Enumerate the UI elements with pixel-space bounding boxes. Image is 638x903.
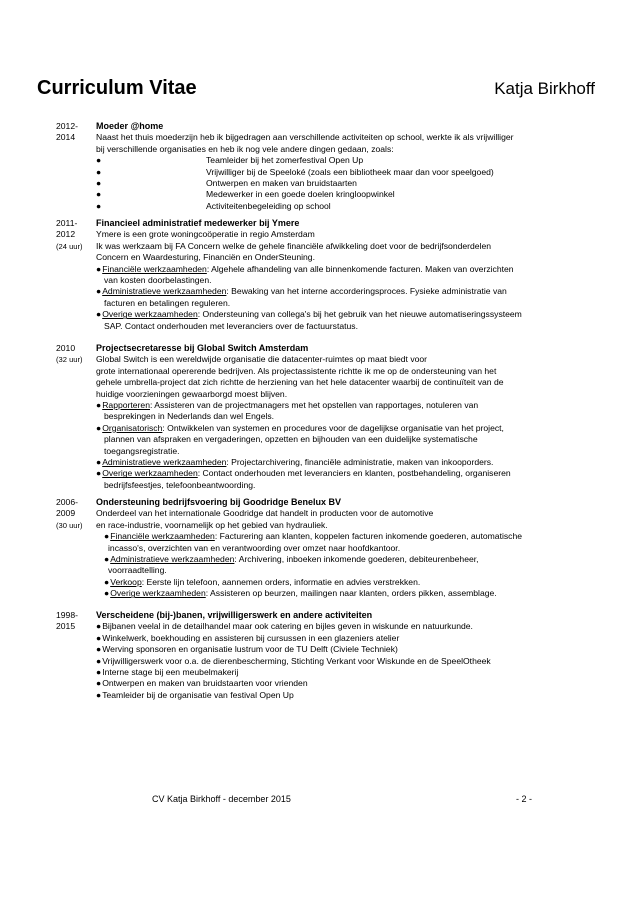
list-item: ● Teamleider bij het zomerfestival Open Up [96, 155, 364, 166]
entry-years: 2006- 2009 (30 uur) [56, 497, 83, 530]
list-item: ●Overige werkzaamheden: Assisteren op beurzen, mailingen naar klanten, orders pikken, assemblage. [104, 588, 497, 599]
entry-years: 2010 (32 uur) [56, 343, 83, 365]
entry-years: 1998- 2015 [56, 610, 78, 632]
bullet-icon: ● [104, 554, 110, 565]
list-item-continued: facturen en betalingen reguleren. [104, 297, 231, 308]
list-item-continued: van kosten doorbelastingen. [104, 275, 212, 286]
job-title: Ondersteuning bedrijfsvoering bij Goodridge Benelux BV [96, 497, 342, 507]
bullet-icon: ● [96, 689, 102, 700]
job-title: Financieel administratief medewerker bij Ymere [96, 218, 300, 228]
bullet-icon: ● [96, 422, 102, 433]
description-line: bij verschillende organisaties en heb ik nog vele andere dingen gedaan, zoals: [96, 143, 394, 154]
list-item-continued: bedrijfsfeestjes, telefoonbeantwoording. [104, 479, 256, 490]
entry-years: 2012- 2014 [56, 121, 78, 143]
entry-content [96, 497, 596, 600]
description-line: Concern en Waardesturing, Financiën en OnderSteuning. [96, 252, 315, 263]
description-line: Ymere is een grote woningcoöperatie in regio Amsterdam [96, 229, 315, 240]
list-item: ●Financiële werkzaamheden: Facturering aan klanten, koppelen facturen inkomende goederen, automatische [104, 531, 523, 542]
job-title: Verscheidene (bij-)banen, vrijwilligerswerk en andere activiteiten [96, 610, 373, 620]
description-line: Global Switch is een wereldwijde organisatie die datacenter-ruimtes op maat biedt voor [96, 354, 428, 365]
bullet-icon: ● [96, 155, 102, 166]
entry-content [96, 343, 596, 491]
bullet-icon: ● [104, 576, 110, 587]
list-item: ●Organisatorisch: Ontwikkelen van systemen en procedures voor de dagelijkse organisatie van het project, [96, 422, 504, 433]
list-item: ●Overige werkzaamheden: Contact onderhouden met leveranciers en klanten, postbehandeling, organiseren [96, 468, 511, 479]
description-line: en race-industrie, voornamelijk op het gebied van hydrauliek. [96, 519, 328, 530]
list-item: ●Overige werkzaamheden: Ondersteuning van collega's bij het gebruik van het nieuwe automatiseringssysteem [96, 309, 522, 320]
bullet-icon: ● [96, 200, 102, 211]
bullet-icon: ● [96, 667, 102, 678]
job-title: Projectsecretaresse bij Global Switch Amsterdam [96, 343, 309, 353]
page-number: - 2 - [515, 794, 532, 804]
bullet-icon: ● [96, 621, 102, 632]
bullet-icon: ● [96, 678, 102, 689]
page-header [37, 76, 595, 102]
list-item: ●Werving sponsoren en organisatie lustrum voor de TU Delft (Civiele Techniek) [96, 644, 398, 655]
list-item: ●Winkelwerk, boekhouding en assisteren bij cursussen in een glazeniers atelier [96, 632, 400, 643]
list-item: ● Vrijwilliger bij de Speeloké (zoals een bibliotheek maar dan voor speelgoed) [96, 166, 494, 177]
document-title: Curriculum Vitae [37, 77, 197, 99]
entry-content [96, 610, 596, 701]
list-item: ●Bijbanen veelal in de detailhandel maar ook catering en bijles geven in wiskunde en natuurkunde. [96, 621, 473, 632]
list-item: ●Ontwerpen en maken van bruidstaarten voor vrienden [96, 678, 308, 689]
list-item: ●Financiële werkzaamheden: Algehele afhandeling van alle binnenkomende facturen. Maken van overzichten [96, 263, 514, 274]
list-item: ●Administratieve werkzaamheden: Bewaking van het interne accorderingsproces. Fysieke administratie van [96, 286, 507, 297]
list-item: ●Verkoop: Eerste lijn telefoon, aannemen orders, informatie en advies verstrekken. [104, 576, 421, 587]
bullet-icon: ● [96, 178, 102, 189]
bullet-icon: ● [104, 588, 110, 599]
description-line: huidige voorzieningen gewaarborgd moest blijven. [96, 388, 288, 399]
description-line: Onderdeel van het internationale Goodridge dat handelt in producten voor de automotive [96, 508, 434, 519]
list-item: ●Teamleider bij de organisatie van festival Open Up [96, 689, 294, 700]
bullet-icon: ● [104, 531, 110, 542]
entry-content [96, 121, 596, 212]
description-line: gehele umbrella-project dat zich richtte de herziening van het hele datacenter waarbij de continuïteit van de [96, 377, 504, 388]
description-line: Ik was werkzaam bij FA Concern welke de gehele financiële afwikkeling doet voor de bedrijfsonderdelen [96, 240, 492, 251]
description-line: Naast het thuis moederzijn heb ik bijgedragen aan verschillende activiteiten op school, werkte ik als vrijwilliger [96, 132, 514, 143]
list-item: ●Interne stage bij een meubelmakerij [96, 667, 239, 678]
list-item: ●Vrijwilligerswerk voor o.a. de dierenbescherming, Stichting Verkant voor Wiskunde en de SpeelOtheek [96, 655, 491, 666]
list-item-continued: plannen van afspraken en vergaderingen, opzetten en bijhouden van een duidelijke systematische [104, 434, 478, 445]
bullet-icon: ● [96, 468, 102, 479]
entry-years: 2011- 2012 (24 uur) [56, 218, 83, 251]
list-item-continued: SAP. Contact onderhouden met leveranciers over de factuurstatus. [104, 320, 358, 331]
list-item: ●Administratieve werkzaamheden: Archivering, inboeken inkomende goederen, debiteurenbeheer, [104, 554, 479, 565]
bullet-icon: ● [96, 263, 102, 274]
bullet-icon: ● [96, 189, 102, 200]
footer-label: CV Katja Birkhoff - december 2015 [152, 794, 291, 804]
list-item: ● Ontwerpen en maken van bruidstaarten [96, 178, 357, 189]
bullet-icon: ● [96, 632, 102, 643]
list-item-continued: toegangsregistratie. [104, 445, 180, 456]
bullet-icon: ● [96, 644, 102, 655]
bullet-icon: ● [96, 457, 102, 468]
entry-content [96, 218, 596, 332]
bullet-icon: ● [96, 166, 102, 177]
list-item: ●Administratieve werkzaamheden: Projectarchivering, financiële administratie, maken van inkooporders. [96, 457, 494, 468]
author-name: Katja Birkhoff [494, 79, 595, 98]
list-item-continued: incasso's, overzichten van en verantwoording over omzet naar hoofdkantoor. [108, 542, 401, 553]
list-item: ●Rapporteren: Assisteren van de projectmanagers met het opstellen van rapportages, notuleren van [96, 400, 479, 411]
list-item: ● Activiteitenbegeleiding op school [96, 200, 331, 211]
job-title: Moeder @home [96, 121, 164, 131]
list-item: ● Medewerker in een goede doelen kringloopwinkel [96, 189, 395, 200]
list-item-continued: voorraadtelling. [108, 565, 167, 576]
bullet-icon: ● [96, 400, 102, 411]
list-item-continued: besprekingen in Nederlands dan wel Engels. [104, 411, 275, 422]
description-line: grote internationaal opererende bedrijven. Als projectassistente richtte ik me op de ondersteuning van het [96, 365, 497, 376]
bullet-icon: ● [96, 309, 102, 320]
bullet-icon: ● [96, 655, 102, 666]
bullet-icon: ● [96, 286, 102, 297]
